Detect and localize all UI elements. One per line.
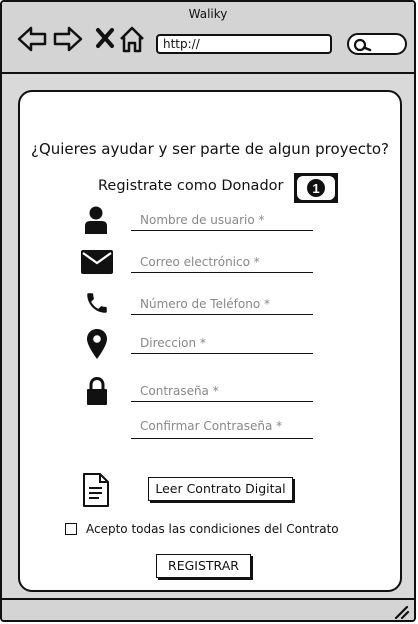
- envelope-icon: [81, 250, 113, 274]
- resize-handle-icon[interactable]: [394, 605, 410, 619]
- registration-card: [18, 90, 402, 592]
- search-input[interactable]: [347, 33, 407, 55]
- window-title: Waliky: [188, 7, 228, 21]
- back-arrow-icon[interactable]: [16, 24, 48, 54]
- lock-icon: [86, 376, 108, 406]
- phone-field[interactable]: Número de Teléfono *: [131, 294, 313, 315]
- email-field[interactable]: Correo electrónico *: [131, 252, 313, 273]
- search-icon: [353, 38, 373, 52]
- register-button[interactable]: REGISTRAR: [156, 554, 251, 578]
- accept-terms-label: Acepto todas las condiciones del Contrato: [86, 522, 339, 536]
- page-content: [2, 74, 414, 598]
- document-icon: [82, 473, 110, 507]
- accept-terms-checkbox[interactable]: [65, 523, 77, 535]
- accept-terms-row[interactable]: [65, 522, 339, 536]
- address-field[interactable]: Direccion *: [131, 333, 313, 354]
- read-contract-button[interactable]: Leer Contrato Digital: [148, 477, 293, 501]
- confirm-password-field[interactable]: Confirmar Contraseña *: [131, 416, 313, 439]
- forward-arrow-icon[interactable]: [52, 24, 84, 54]
- page-subtitle: Registrate como Donador: [98, 178, 284, 194]
- page-question: ¿Quieres ayudar y ser parte de algun proyecto?: [30, 140, 389, 158]
- username-field[interactable]: Nombre de usuario *: [131, 210, 313, 231]
- password-field[interactable]: Contraseña *: [131, 381, 313, 402]
- home-icon[interactable]: [118, 24, 150, 54]
- phone-icon: [84, 290, 110, 316]
- location-pin-icon: [86, 328, 108, 360]
- user-icon: [84, 206, 108, 234]
- status-bar: [2, 598, 414, 622]
- svg-text:1: 1: [312, 181, 320, 196]
- url-input[interactable]: http://: [156, 34, 332, 54]
- money-bill-icon: [293, 172, 339, 204]
- browser-toolbar: [2, 2, 414, 74]
